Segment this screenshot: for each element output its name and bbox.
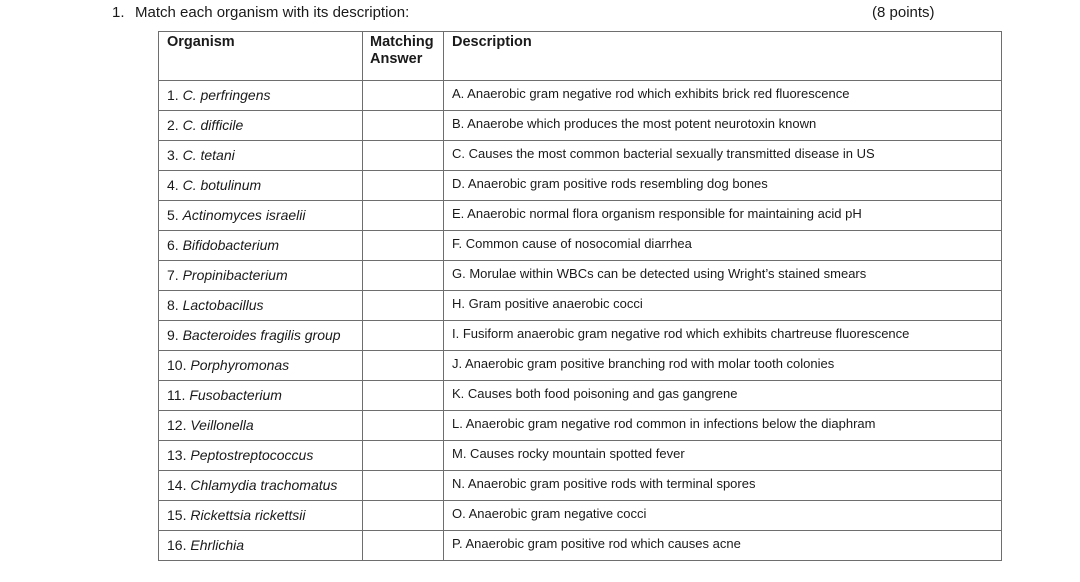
organism-number: 8. xyxy=(167,297,179,313)
organism-number: 11. xyxy=(167,387,186,403)
organism-number: 14. xyxy=(167,477,187,493)
description-cell xyxy=(444,351,1002,381)
organism-cell xyxy=(159,171,363,201)
organism-cell xyxy=(159,261,363,291)
description-text: B. Anaerobe which produces the most potent neurotoxin known xyxy=(452,116,817,131)
organism-name: Veillonella xyxy=(190,417,254,433)
organism-cell xyxy=(159,381,363,411)
description-cell xyxy=(444,171,1002,201)
description-cell xyxy=(444,381,1002,411)
description-cell xyxy=(444,261,1002,291)
table-row xyxy=(159,441,1002,471)
organism-number: 7. xyxy=(167,267,179,283)
matching-table xyxy=(158,31,1002,561)
organism-number: 6. xyxy=(167,237,179,253)
table-row xyxy=(159,111,1002,141)
answer-cell[interactable] xyxy=(363,171,444,201)
organism-cell xyxy=(159,411,363,441)
organism-cell xyxy=(159,141,363,171)
answer-cell[interactable] xyxy=(363,471,444,501)
description-cell xyxy=(444,411,1002,441)
header-answer-line2: Answer xyxy=(370,51,423,67)
answer-cell[interactable] xyxy=(363,81,444,111)
table-row xyxy=(159,141,1002,171)
description-text: P. Anaerobic gram positive rod which causes acne xyxy=(452,536,741,551)
answer-cell[interactable] xyxy=(363,231,444,261)
answer-cell[interactable] xyxy=(363,201,444,231)
organism-cell xyxy=(159,291,363,321)
organism-name: Peptostreptococcus xyxy=(190,447,314,463)
organism-cell xyxy=(159,441,363,471)
description-text: E. Anaerobic normal flora organism responsible for maintaining acid pH xyxy=(452,206,862,221)
table-row xyxy=(159,321,1002,351)
description-cell xyxy=(444,501,1002,531)
table-row xyxy=(159,351,1002,381)
table-row xyxy=(159,231,1002,261)
header-description xyxy=(444,32,1002,81)
organism-cell xyxy=(159,231,363,261)
table-row xyxy=(159,291,1002,321)
header-matching-answer xyxy=(363,32,444,81)
description-cell xyxy=(444,471,1002,501)
description-cell xyxy=(444,531,1002,561)
table-row xyxy=(159,411,1002,441)
description-text: I. Fusiform anaerobic gram negative rod which exhibits chartreuse fluorescence xyxy=(452,326,910,341)
description-text: D. Anaerobic gram positive rods resembling dog bones xyxy=(452,176,768,191)
organism-number: 10. xyxy=(167,357,187,373)
table-header-row xyxy=(159,32,1002,81)
description-cell xyxy=(444,111,1002,141)
answer-cell[interactable] xyxy=(363,531,444,561)
organism-name: C. difficile xyxy=(182,117,244,133)
description-cell xyxy=(444,441,1002,471)
organism-name: Porphyromonas xyxy=(190,357,290,373)
organism-name: C. perfringens xyxy=(182,87,271,103)
table-row xyxy=(159,471,1002,501)
table-row xyxy=(159,81,1002,111)
answer-cell[interactable] xyxy=(363,141,444,171)
organism-name: Lactobacillus xyxy=(182,297,264,313)
table-row xyxy=(159,501,1002,531)
description-text: J. Anaerobic gram positive branching rod with molar tooth colonies xyxy=(452,356,835,371)
description-cell xyxy=(444,291,1002,321)
table-row xyxy=(159,201,1002,231)
organism-cell xyxy=(159,201,363,231)
description-text: K. Causes both food poisoning and gas gangrene xyxy=(452,386,738,401)
question-number: 1. xyxy=(112,4,125,21)
organism-number: 2. xyxy=(167,117,179,133)
organism-cell xyxy=(159,111,363,141)
description-cell xyxy=(444,321,1002,351)
answer-cell[interactable] xyxy=(363,321,444,351)
answer-cell[interactable] xyxy=(363,291,444,321)
organism-number: 12. xyxy=(167,417,187,433)
organism-name: Bacteroides fragilis group xyxy=(182,327,341,343)
description-text: O. Anaerobic gram negative cocci xyxy=(452,506,647,521)
organism-number: 5. xyxy=(167,207,179,223)
header-answer-line1: Matching xyxy=(370,34,434,50)
description-text: N. Anaerobic gram positive rods with terminal spores xyxy=(452,476,756,491)
organism-number: 16. xyxy=(167,537,187,553)
description-text: L. Anaerobic gram negative rod common in infections below the diaphram xyxy=(452,416,876,431)
description-text: A. Anaerobic gram negative rod which exhibits brick red fluorescence xyxy=(452,86,850,101)
organism-name: C. tetani xyxy=(182,147,235,163)
points-label: (8 points) xyxy=(872,4,935,21)
organism-name: Propinibacterium xyxy=(182,267,288,283)
answer-cell[interactable] xyxy=(363,501,444,531)
organism-number: 3. xyxy=(167,147,179,163)
organism-number: 4. xyxy=(167,177,179,193)
organism-cell xyxy=(159,351,363,381)
table-row xyxy=(159,261,1002,291)
answer-cell[interactable] xyxy=(363,261,444,291)
answer-cell[interactable] xyxy=(363,411,444,441)
organism-name: Rickettsia rickettsii xyxy=(190,507,306,523)
organism-name: Fusobacterium xyxy=(189,387,282,403)
organism-number: 13. xyxy=(167,447,187,463)
description-text: C. Causes the most common bacterial sexually transmitted disease in US xyxy=(452,146,875,161)
answer-cell[interactable] xyxy=(363,381,444,411)
organism-number: 1. xyxy=(167,87,179,103)
organism-cell xyxy=(159,471,363,501)
description-text: M. Causes rocky mountain spotted fever xyxy=(452,446,685,461)
table-row xyxy=(159,531,1002,561)
organism-number: 15. xyxy=(167,507,187,523)
organism-cell xyxy=(159,501,363,531)
description-text: G. Morulae within WBCs can be detected using Wright’s stained smears xyxy=(452,266,867,281)
header-organism-label: Organism xyxy=(167,34,235,50)
organism-name: C. botulinum xyxy=(182,177,262,193)
answer-cell[interactable] xyxy=(363,441,444,471)
description-cell xyxy=(444,141,1002,171)
description-text: F. Common cause of nosocomial diarrhea xyxy=(452,236,692,251)
header-organism xyxy=(159,32,363,81)
organism-cell xyxy=(159,81,363,111)
table-row xyxy=(159,381,1002,411)
organism-cell xyxy=(159,531,363,561)
answer-cell[interactable] xyxy=(363,351,444,381)
answer-cell[interactable] xyxy=(363,111,444,141)
organism-number: 9. xyxy=(167,327,179,343)
organism-name: Actinomyces israelii xyxy=(182,207,306,223)
description-cell xyxy=(444,201,1002,231)
organism-name: Bifidobacterium xyxy=(182,237,280,253)
description-cell xyxy=(444,81,1002,111)
description-cell xyxy=(444,231,1002,261)
description-text: H. Gram positive anaerobic cocci xyxy=(452,296,643,311)
organism-name: Ehrlichia xyxy=(190,537,245,553)
organism-name: Chlamydia trachomatus xyxy=(190,477,338,493)
organism-cell xyxy=(159,321,363,351)
header-description-label: Description xyxy=(452,34,532,50)
question-text: Match each organism with its description: xyxy=(135,4,410,21)
table-row xyxy=(159,171,1002,201)
